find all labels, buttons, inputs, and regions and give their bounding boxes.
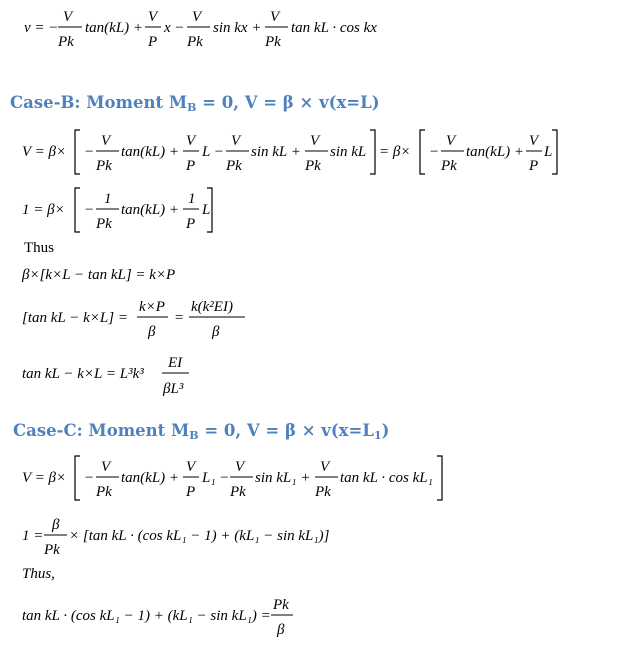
eq1-fraction-denominator: P	[148, 34, 158, 50]
eq3-fraction-denominator: Pk	[96, 216, 112, 232]
thus-comma-label-text: Thus,	[22, 566, 55, 582]
eq2-lhs: V = β×	[22, 144, 67, 160]
thus-label	[24, 240, 632, 257]
eq7-term: tan(kL) +	[121, 470, 180, 486]
svg-text:−: −	[84, 470, 95, 486]
eq9-lhs: tan kL · (cos kL₁ − 1) + (kL₁ − sin kL₁) =	[22, 608, 271, 624]
svg-text:−: −	[84, 144, 95, 160]
eq2-term: sin kL	[330, 144, 367, 160]
eq2-fraction-denominator: Pk	[226, 158, 242, 174]
eq6-lhs: tan kL − k×L = L³k³	[22, 366, 144, 382]
equation-case-c-unit	[0, 508, 632, 564]
eq1-fraction-denominator: Pk	[58, 34, 74, 50]
eq1-lhs: v = −	[24, 20, 59, 36]
eq3-fraction-numerator: 1	[104, 191, 112, 207]
eq5-fraction-denominator: β	[212, 324, 220, 340]
equation-case-b-tan	[0, 290, 632, 348]
eq3-term: tan(kL) +	[121, 202, 180, 218]
eq8-lhs: 1 =	[22, 528, 44, 544]
eq2-fraction-numerator: V	[310, 133, 320, 149]
equation-case-b-result	[0, 348, 632, 402]
eq6-fraction-numerator: EI	[168, 355, 183, 371]
eq7-fraction-numerator: V	[320, 459, 330, 475]
eq7-fraction-numerator: V	[101, 459, 111, 475]
case-b-heading-subscript: B	[187, 101, 197, 114]
thus-label-text: Thus	[24, 240, 54, 256]
eq7-fraction-denominator: P	[186, 484, 196, 500]
case-b-heading-prefix: Case-B: Moment M	[10, 93, 188, 112]
eq8-fraction-denominator: Pk	[44, 542, 60, 558]
eq3-fraction-denominator: P	[186, 216, 196, 232]
eq6-fraction-denominator: βL³	[163, 381, 184, 397]
case-c-heading	[13, 421, 632, 442]
eq1-fraction-numerator: V	[270, 9, 280, 25]
eq8-rest: × [tan kL · (cos kL₁ − 1) + (kL₁ − sin kL₁)]	[69, 528, 330, 544]
eq2-fraction-numerator: V	[446, 133, 456, 149]
eq5-equals: =	[174, 310, 185, 326]
eq9-fraction-numerator: Pk	[273, 597, 289, 613]
eq4-text: β×[k×L − tan kL] = k×P	[22, 267, 176, 283]
eq7-fraction-numerator: V	[186, 459, 196, 475]
eq2-term: tan(kL) +	[466, 144, 525, 160]
eq8-fraction-numerator: β	[52, 517, 60, 533]
equation-case-b-shear	[0, 124, 632, 184]
eq2-middle: = β×	[379, 144, 411, 160]
eq7-fraction-denominator: Pk	[230, 484, 246, 500]
svg-text:−: −	[429, 144, 440, 160]
equation-case-c-shear	[0, 450, 632, 510]
case-c-heading-suffix: = 0, V = β × v(x=L	[198, 421, 374, 440]
eq9-fraction-denominator: β	[277, 622, 285, 638]
eq3-lhs: 1 = β×	[22, 202, 65, 218]
svg-text:−: −	[84, 202, 95, 218]
eq1-term: x −	[164, 20, 185, 36]
eq1-fraction-denominator: Pk	[187, 34, 203, 50]
eq2-fraction-numerator: V	[529, 133, 539, 149]
eq1-term: sin kx +	[213, 20, 262, 36]
eq3-term: L	[202, 202, 211, 218]
eq2-fraction-denominator: Pk	[441, 158, 457, 174]
eq1-fraction-numerator: V	[192, 9, 202, 25]
eq2-fraction-denominator: P	[186, 158, 196, 174]
equation-case-c-result	[0, 588, 632, 648]
case-c-heading-prefix: Case-C: Moment M	[13, 421, 190, 440]
eq7-fraction-denominator: Pk	[96, 484, 112, 500]
eq7-term: L₁ −	[202, 470, 230, 486]
eq2-term: L	[544, 144, 553, 160]
case-c-heading-subscript-2: 1	[373, 429, 382, 442]
eq1-fraction-numerator: V	[63, 9, 73, 25]
thus-comma-label	[22, 566, 632, 583]
case-b-heading-suffix: = 0, V = β × v(x=L)	[196, 93, 380, 112]
eq2-fraction-numerator: V	[231, 133, 241, 149]
eq2-fraction-denominator: Pk	[305, 158, 321, 174]
eq2-term: L −	[202, 144, 224, 160]
eq7-term: sin kL₁ +	[255, 470, 311, 486]
eq1-term: tan kL · cos kx	[291, 20, 377, 36]
equation-v-deflection	[0, 0, 632, 60]
eq7-fraction-numerator: V	[235, 459, 245, 475]
eq1-fraction-denominator: Pk	[265, 34, 281, 50]
case-c-heading-end: )	[381, 421, 390, 440]
eq1-term: tan(kL) +	[85, 20, 144, 36]
eq2-fraction-numerator: V	[186, 133, 196, 149]
eq5-fraction-numerator: k×P	[139, 299, 165, 315]
case-b-heading	[10, 93, 632, 114]
eq3-fraction-numerator: 1	[188, 191, 196, 207]
case-c-heading-subscript: B	[189, 429, 199, 442]
eq2-term: sin kL +	[251, 144, 301, 160]
eq5-fraction-denominator: β	[148, 324, 156, 340]
eq5-lhs: [tan kL − k×L] =	[22, 310, 128, 326]
eq5-fraction-numerator: k(k²EI)	[191, 299, 233, 315]
eq2-fraction-numerator: V	[101, 133, 111, 149]
equation-case-b-unit	[0, 182, 632, 238]
eq1-fraction-numerator: V	[148, 9, 158, 25]
eq7-lhs: V = β×	[22, 470, 67, 486]
eq2-term: tan(kL) +	[121, 144, 180, 160]
eq7-term: tan kL · cos kL₁	[340, 470, 433, 486]
eq2-fraction-denominator: P	[529, 158, 539, 174]
eq7-fraction-denominator: Pk	[315, 484, 331, 500]
equation-case-b-beta	[0, 258, 632, 288]
eq2-fraction-denominator: Pk	[96, 158, 112, 174]
